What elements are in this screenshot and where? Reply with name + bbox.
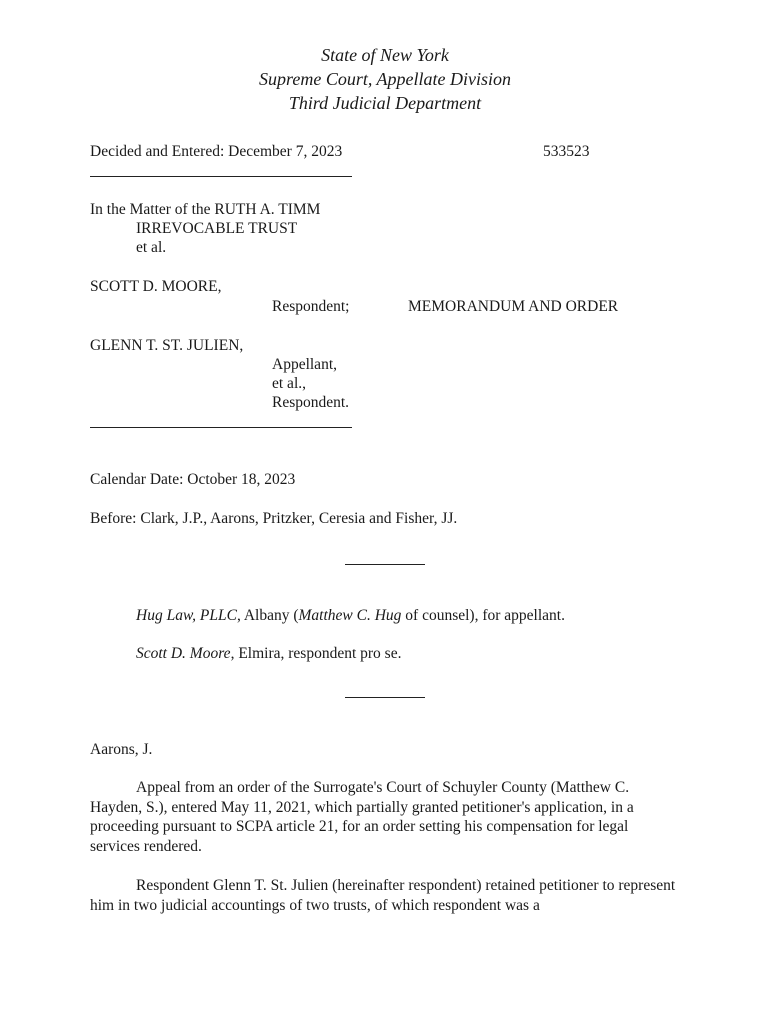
panel-before: Before: Clark, J.P., Aarons, Pritzker, Ceresia and Fisher, JJ.: [90, 510, 458, 527]
respondent-counsel-rest: , Elmira, respondent pro se.: [230, 645, 402, 662]
section-divider-2: [345, 697, 425, 698]
party1-role: Respondent;: [272, 298, 350, 315]
decided-entered-date: Decided and Entered: December 7, 2023: [90, 143, 343, 160]
caption-top-rule: [90, 176, 352, 177]
section-divider-1: [345, 564, 425, 565]
appellant-firm: Hug Law, PLLC: [136, 607, 237, 624]
respondent-name: Scott D. Moore: [136, 645, 231, 662]
matter-title-line2: IRREVOCABLE TRUST: [136, 220, 298, 237]
matter-title-line3: et al.: [136, 239, 167, 256]
court-name-heading: Supreme Court, Appellate Division: [259, 69, 511, 89]
appellant-counsel-rest: of counsel), for appellant.: [401, 607, 565, 624]
opinion-paragraph-2: Respondent Glenn T. St. Julien (hereinafter respondent) retained petitioner to represent him in two judicial accountings of two trusts, of which respondent was a: [90, 877, 676, 914]
opinion-author: Aarons, J.: [90, 741, 153, 758]
calendar-date: Calendar Date: October 18, 2023: [90, 471, 296, 488]
docket-number: 533523: [543, 143, 590, 160]
matter-title-line1: In the Matter of the RUTH A. TIMM: [90, 201, 321, 218]
court-department-heading: Third Judicial Department: [288, 93, 482, 113]
appellant-location: , Albany (: [236, 607, 299, 624]
respondent-counsel-line: [136, 644, 401, 663]
appellant-counsel-line: [136, 606, 565, 625]
opinion-paragraph-1: Appeal from an order of the Surrogate's Court of Schuyler County (Matthew C. Hayden, S.), entered May 11, 2021, which partially granted petitioner's application, in a proceeding pursuant to SCPA article 21, for an order setting his compensation for legal services rendered.: [90, 779, 634, 855]
party2-name: GLENN T. ST. JULIEN,: [90, 337, 244, 354]
party2-role-etal: et al.,: [272, 375, 306, 392]
party2-role-respondent: Respondent.: [272, 394, 350, 411]
caption-bottom-rule: [90, 427, 352, 428]
party1-name: SCOTT D. MOORE,: [90, 278, 222, 295]
party2-role-appellant: Appellant,: [272, 356, 337, 373]
document-type: MEMORANDUM AND ORDER: [408, 298, 619, 315]
appellant-attorney: Matthew C. Hug: [298, 607, 402, 624]
court-state-heading: State of New York: [321, 45, 449, 65]
